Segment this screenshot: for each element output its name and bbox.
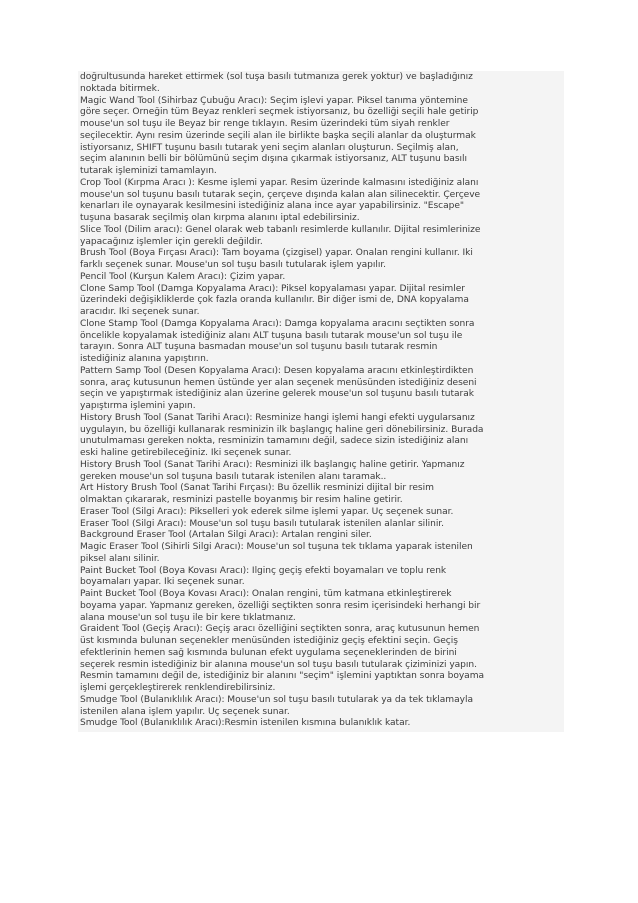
text-line: işlemi gerçekleştirerek renklendirebilirsiniz. xyxy=(80,683,276,693)
text-line: üst kısmında bulunan seçenekler menüsünden istediğiniz geçiş efektini seçin. Geçiş xyxy=(80,636,458,646)
text-line: Brush Tool (Boya Fırçası Aracı): Tam boyama (çizgisel) yapar. Önalan rengini kullanır. İki xyxy=(80,248,473,259)
text-line: Art History Brush Tool (Sanat Tarihi Fırçası): Bu özellik resminizi dijital bir resim xyxy=(80,483,434,494)
text-line: seçerek resmin istediğiniz bir alanına mouse'un sol tuşu basılı tutularak çiziminizi yapın. xyxy=(80,659,477,670)
text-line: istiyorsanız, SHİFT tuşunu basılı tutarak yeni seçim alanları oluşturun. Seçilmiş alan, xyxy=(80,142,459,153)
text-line: tutarak işleminizi tamamlayın. xyxy=(80,166,217,176)
text-line: olmaktan çıkararak, resminizi pastelle boyanmış bir resim haline getirir. xyxy=(80,495,403,505)
text-line: kenarları ile oynayarak kesilmesini istediğiniz alana ince ayar yapabilirsiniz. "Escape" xyxy=(80,201,465,212)
text-line: alana mouse'un sol tuşu ile bir kere tıklatmanız. xyxy=(80,612,296,623)
text-line: Crop Tool (Kırpma Aracı ): Kesme işlemi yapar. Resim üzerinde kalmasını istediğiniz alanı xyxy=(80,177,479,188)
text-line: farklı seçenek sunar. Mouse'un sol tuşu basılı tutularak işlem yapılır. xyxy=(80,260,387,270)
text-line: mouse'un sol tuşunu basılı tutarak seçin, çerçeve dışında kalan alan silinecektir. Çerçeve xyxy=(80,189,481,200)
text-line: Resmin tamamını değil de, istediğiniz bir alanını "seçim" işlemini yaptıktan sonra boyama xyxy=(80,671,485,682)
text-line: Paint Bucket Tool (Boya Kovası Aracı): Önalan rengini, tüm katmana etkinleştirerek xyxy=(80,589,452,599)
text-line: yapacağınız işlemler için gerekli değildir. xyxy=(80,236,263,247)
text-line: Background Eraser Tool (Artalan Silgi Aracı): Artalan rengini siler. xyxy=(80,530,372,541)
text-line: piksel alanı silinir. xyxy=(80,553,160,564)
text-line: Slice Tool (Dilim aracı): Genel olarak web tabanlı resimlerde kullanılır. Dijital resimlerinize xyxy=(80,224,481,235)
text-line: unutulmaması gereken nokta, resminizin tamamını değil, sadece sizin istediğiniz alanı xyxy=(80,436,469,447)
text-line: Eraser Tool (Silgi Aracı): Pikselleri yok ederek silme işlemi yapar. Üç seçenek sunar. xyxy=(80,506,454,517)
text-line: Pattern Samp Tool (Desen Kopyalama Aracı): Desen kopyalama aracını etkinleştirdikten xyxy=(80,365,474,376)
text-line: Pencil Tool (Kurşun Kalem Aracı): Çizim yapar. xyxy=(80,271,286,282)
text-line: tarayın. Sonra ALT tuşuna basmadan mouse'un sol tuşunu basılı tutarak resmin xyxy=(80,342,438,353)
text-line: eski haline getirebileceğiniz. İki seçenek sunar. xyxy=(80,448,292,458)
text-line: Magic Wand Tool (Sihirbaz Çubuğu Aracı): Seçim işlevi yapar. Piksel tanıma yöntemine xyxy=(80,95,468,106)
text-line: Eraser Tool (Silgi Aracı): Mouse'un sol tuşu basılı tutularak istenilen alanlar silinir. xyxy=(80,518,444,529)
text-line: History Brush Tool (Sanat Tarihi Aracı): Resminizi ilk başlangıç haline getirir. Yapmanız xyxy=(80,459,465,470)
text-line: efektlerinin hemen sağ kısmında bulunan efekt uygulama seçeneklerinden de birini xyxy=(80,647,457,658)
text-line: Clone Stamp Tool (Damga Kopyalama Aracı): Damga kopyalama aracını seçtikten sonra xyxy=(80,318,475,329)
text-line: mouse'un sol tuşu ile Beyaz bir renge tıklayın. Resim üzerindeki tüm siyah renkler xyxy=(80,119,450,129)
text-line: göre seçer. Örneğin tüm Beyaz renkleri seçmek istiyorsanız, bu özelliği seçili hale getirip xyxy=(80,107,479,118)
text-line: istenilen alana işlem yapılır. Üç seçenek sunar. xyxy=(80,706,290,717)
text-line: öncelikle kopyalamak istediğiniz alanı ALT tuşuna basılı tutarak mouse'un sol tuşu ile xyxy=(80,330,463,341)
text-line: Smudge Tool (Bulanıklılık Aracı): Mouse'un sol tuşu basılı tutularak ya da tek tıklamayla xyxy=(80,694,473,705)
text-line: Magic Eraser Tool (Sihirli Silgi Aracı): Mouse'un sol tuşuna tek tıklama yaparak istenilen xyxy=(80,542,473,552)
text-line: gereken mouse'un sol tuşuna basılı tutarak istenilen alanı taramak.. xyxy=(80,471,387,482)
text-line: seçin ve yapıştırmak istediğiniz alan üzerine gelerek mouse'un sol tuşunu basılı tutarak xyxy=(80,389,474,400)
text-line: History Brush Tool (Sanat Tarihi Aracı): Resminize hangi işlemi hangi efekti uygularsanız xyxy=(80,412,475,423)
text-line: doğrultusunda hareket ettirmek (sol tuşa basılı tutmanıza gerek yoktur) ve başladığınız xyxy=(80,72,473,82)
text-line: istediğiniz alanına yapıştırın. xyxy=(80,354,209,364)
text-line: aracıdır. İki seçenek sunar. xyxy=(80,307,200,317)
text-line: Graident Tool (Geçiş Aracı): Geçiş aracı özelliğini seçtikten sonra, araç kutusunun hemen xyxy=(80,624,480,635)
text-line: Smudge Tool (Bulanıklılık Aracı):Resmin istenilen kısmına bulanıklık katar. xyxy=(80,718,411,729)
text-line: uygulayın, bu özelliği kullanarak resminizin ilk başlangıç haline geri dönebilirsiniz. Burada xyxy=(80,424,484,435)
text-line: seçilecektir. Aynı resim üzerinde seçili alan ile birlikte başka seçili alanlar da oluşturmak xyxy=(80,130,476,141)
text-line: boyamaları yapar. İki seçenek sunar. xyxy=(80,577,245,588)
text-line: tuşuna basarak seçilmiş olan kırpma alanını iptal edebilirsiniz. xyxy=(80,213,360,223)
text-line: Paint Bucket Tool (Boya Kovası Aracı): İlginç geçiş efekti boyamaları ve toplu renk xyxy=(80,565,447,576)
text-line: noktada bitirmek. xyxy=(80,83,160,94)
text-line: yapıştırma işlemini yapın. xyxy=(80,401,196,411)
text-line: Clone Samp Tool (Damga Kopyalama Aracı): Piksel kopyalaması yapar. Dijital resimler xyxy=(80,283,465,294)
text-line: seçim alanının belli bir bölümünü seçim dışına çıkarmak istiyorsanız, ALT tuşunu basılı xyxy=(80,154,467,165)
text-line: sonra, araç kutusunun hemen üstünde yer alan seçenek menüsünden istediğiniz deseni xyxy=(80,377,477,388)
document-page xyxy=(78,71,564,732)
text-line: üzerindeki değişikliklerde çok fazla oranda kullanılır. Bir diğer ismi de, DNA kopyalama xyxy=(80,295,469,306)
text-line: boyama yapar. Yapmanız gereken, özelliği seçtikten sonra resim içerisindeki herhangi bir xyxy=(80,600,481,611)
